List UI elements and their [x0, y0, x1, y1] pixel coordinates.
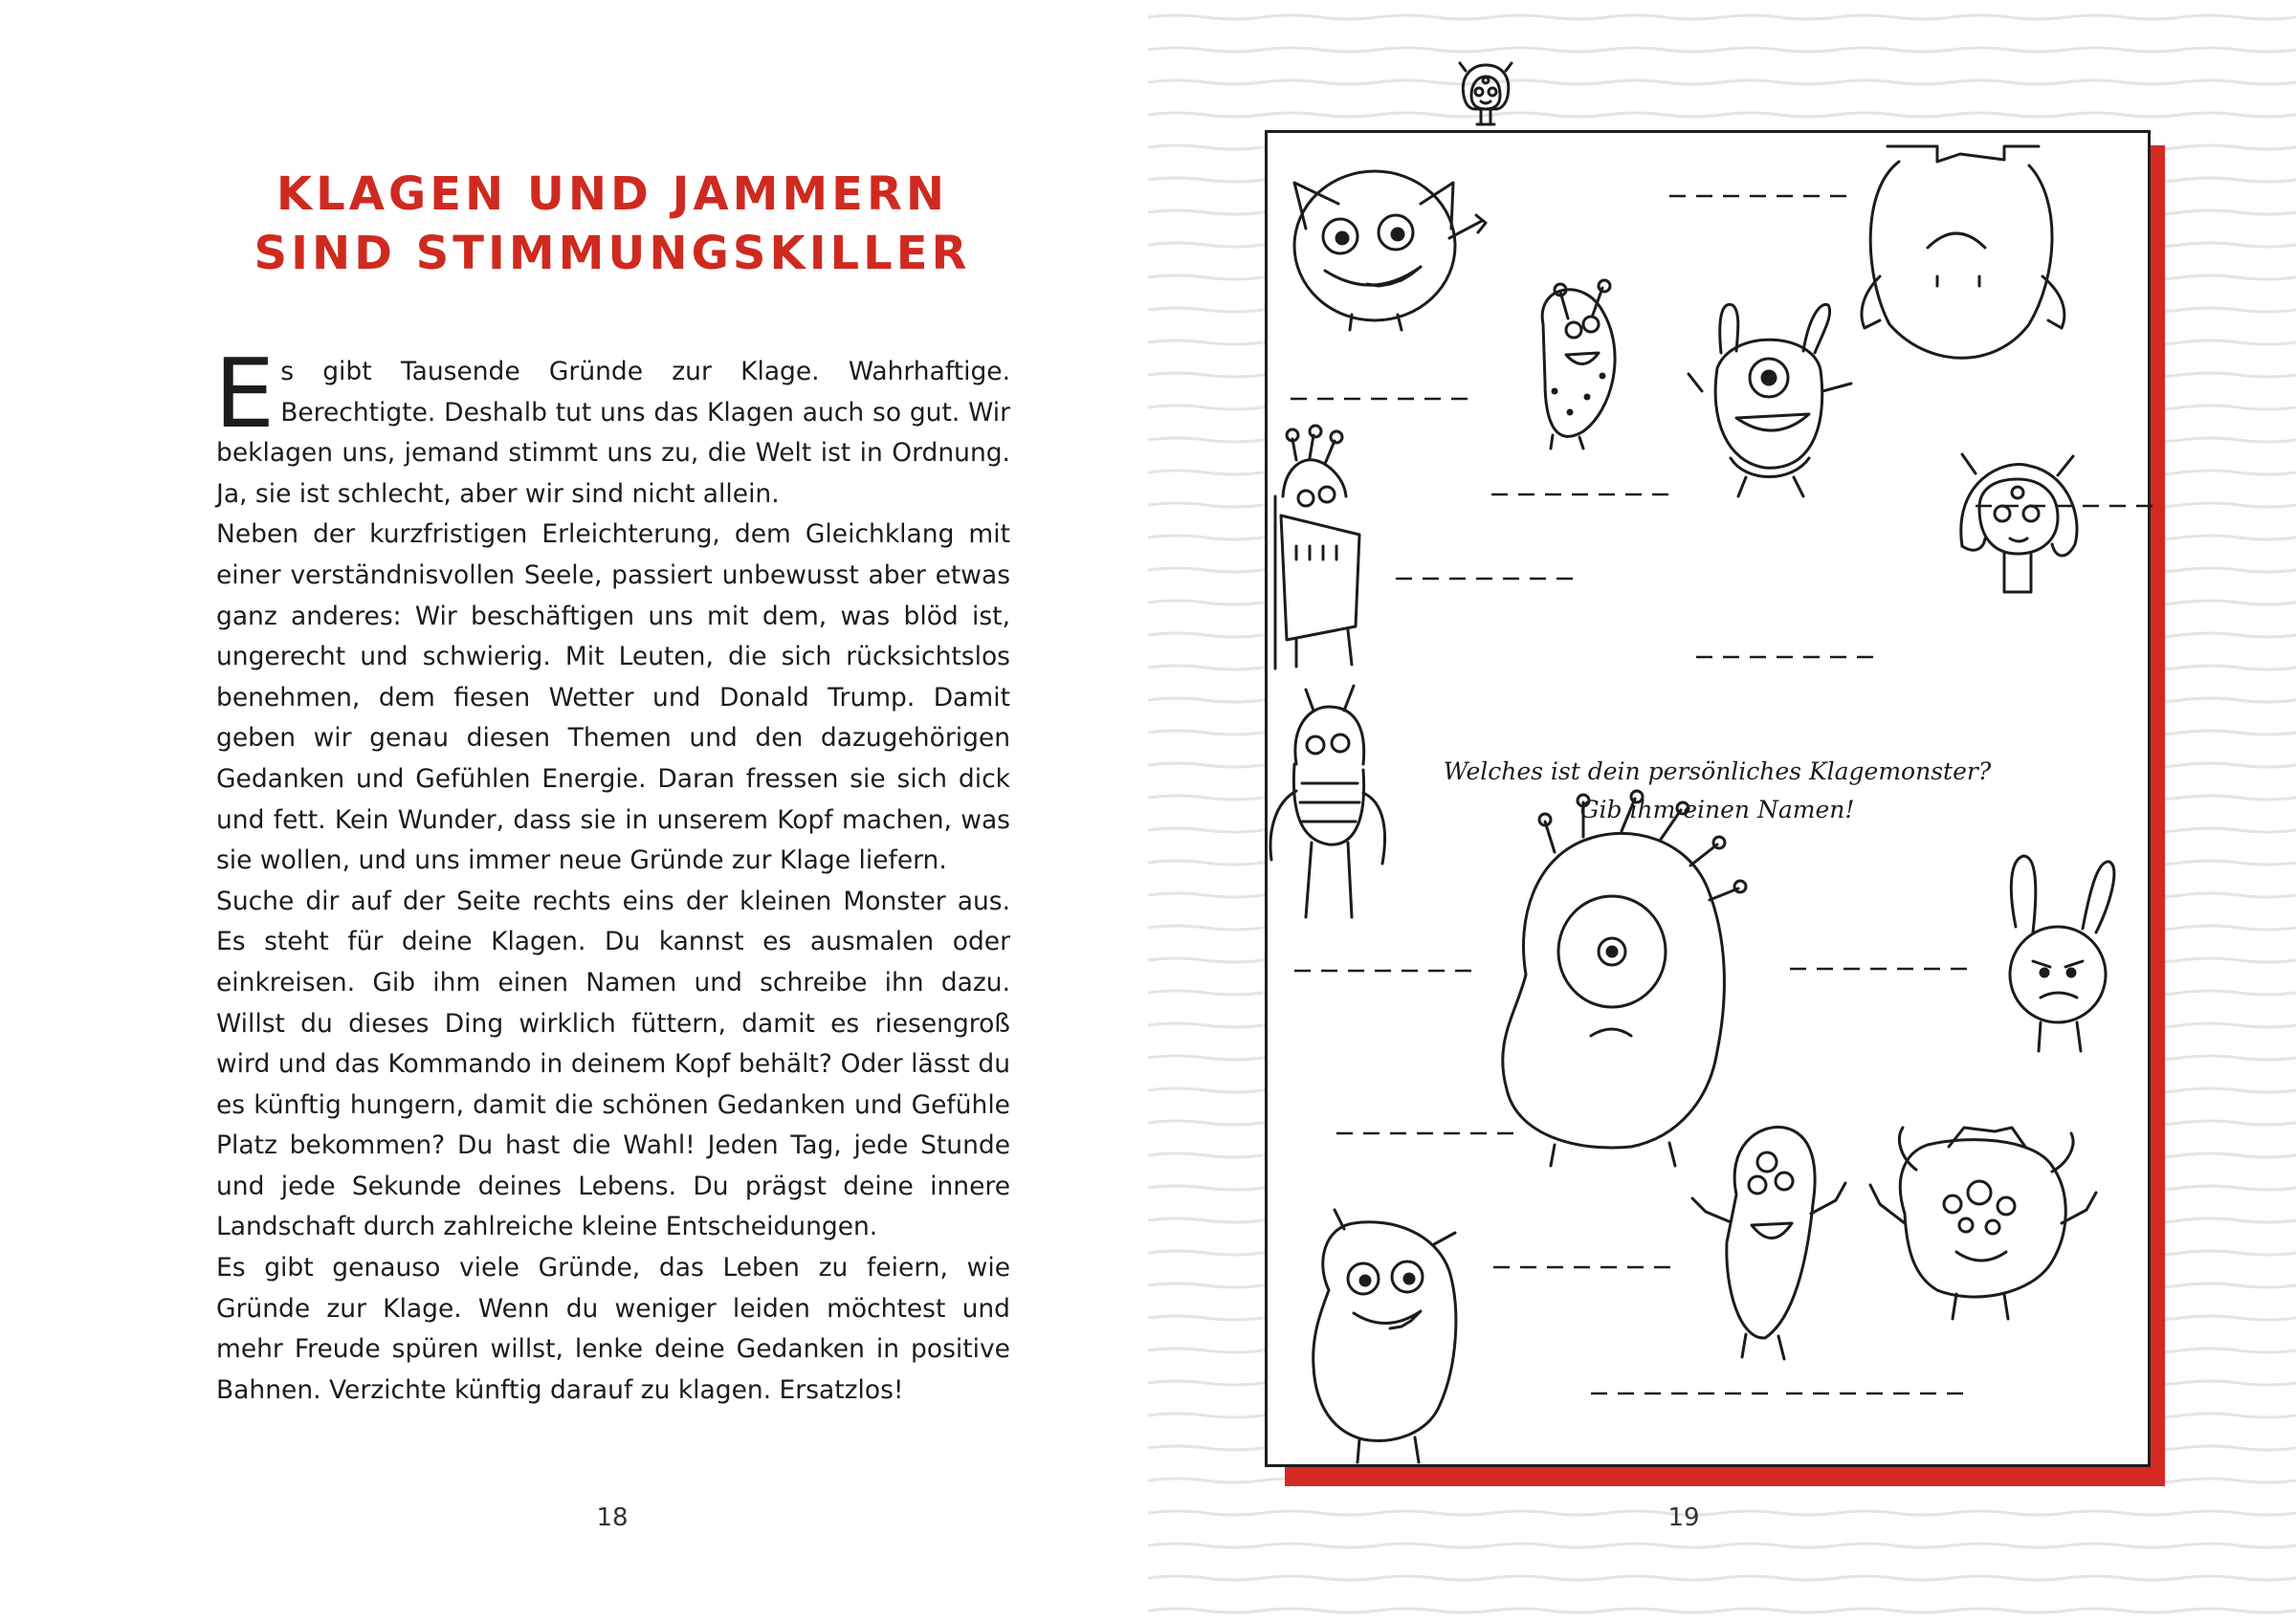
chapter-title-line-2: SIND STIMMUNGSKILLER [254, 227, 971, 280]
prompt-line-1: Welches ist dein persönliches Klagemonster? [1443, 757, 1992, 785]
monster-three-eyed-girl [1961, 454, 2077, 592]
monster-round-cat-ears [1294, 171, 1486, 330]
monster-round-toothy [1314, 1210, 1456, 1462]
monster-spotted-pill [1542, 280, 1615, 449]
paragraph-1 [214, 338, 1010, 515]
wavy-line [1148, 1609, 2296, 1612]
paragraph-2: Neben der kurzfristigen Erleichterung, dem Gleichklang mit einer verständnisvollen Seele, passiert unbewusst aber etwas ganz anderes: Wir beschäftigen uns mit dem, was blöd ist, ungerecht und schwierig. Mit Leuten, die sich rücksichtslos benehmen, dem fiesen Wetter und Donald Trump. Damit geben wir genau diesen Themen und den dazugehörigen Gedanken und Gefühlen Energie. Daran fressen sie sich dick und fett. Kein Wunder, dass sie in unserem Kopf machen, was sie wollen, und uns immer neue Gründe zur Klage liefern. [216, 519, 1010, 876]
wavy-line [1148, 1511, 2296, 1515]
wavy-line [1148, 48, 2296, 52]
chapter-title [172, 164, 1052, 283]
monster-spiky-hair-chair [1275, 426, 1359, 669]
paragraph-1-text: s gibt Tausende Gründe zur Klage. Wahrhaftige. Berechtigte. Deshalb tut uns das Klagen auch so gut. Wir beklagen uns, jemand stimmt uns zu, die Welt ist in Ordnung. Ja, sie ist schlecht, aber wir sind nicht allein. [216, 357, 1010, 509]
monster-horned-cowboy [1870, 1128, 2096, 1319]
wavy-line [1148, 1576, 2296, 1580]
wavy-line [1148, 80, 2296, 84]
monster-big-furry-cyclops [1503, 791, 1746, 1166]
wavy-line [1148, 1544, 2296, 1547]
worksheet-panel [1265, 130, 2151, 1467]
wavy-line [1148, 15, 2296, 19]
right-page [1148, 0, 2296, 1623]
prompt-line-2: Gib ihm einen Namen! [1579, 796, 1855, 823]
monster-striped-legs [1270, 686, 1385, 917]
monster-three-eyed-spotted [1692, 1128, 1845, 1359]
paragraph-4: Es gibt genauso viele Gründe, das Leben zu feiern, wie Gründe zur Klage. Wenn du weniger leiden möchtest und mehr Freude spüren willst, lenke deine Gedanken in positive Bahnen. Verzichte künftig darauf zu klagen. Ersatzlos! [216, 1253, 1010, 1405]
wavy-line [1148, 113, 2296, 117]
paragraph-3: Suche dir auf der Seite rechts eins der kleinen Monster aus. Es steht für deine Klagen. Du kannst es ausmalen oder einkreisen. Gib ihm einen Namen und schreibe ihn dazu. Willst du dieses Ding wirklich füttern, damit es riesengroß wird und das Kommando in deinem Kopf behält? Oder lässt du es künftig hungern, damit die schönen Gedanken und Gefühle Platz bekommen? Du hast die Wahl! Jeden Tag, jede Stunde und jede Sekunde deines Lebens. Du prägst deine innere Landschaft durch zahlreiche kleine Entscheidungen. [216, 886, 1010, 1242]
monster-upside-down [1862, 146, 2064, 358]
body-text [214, 338, 1010, 1411]
monster-long-ears-grumpy [2010, 856, 2114, 1051]
worksheet-prompt [1373, 753, 2062, 829]
small-girl-monster-illustration [1452, 57, 1519, 132]
monster-one-eye-diaper [1689, 304, 1851, 496]
page-number-right: 19 [1667, 1503, 1700, 1532]
drop-cap: E [214, 338, 276, 450]
page-number-left: 18 [596, 1503, 629, 1532]
chapter-title-line-1: KLAGEN UND JAMMERN [276, 167, 949, 221]
